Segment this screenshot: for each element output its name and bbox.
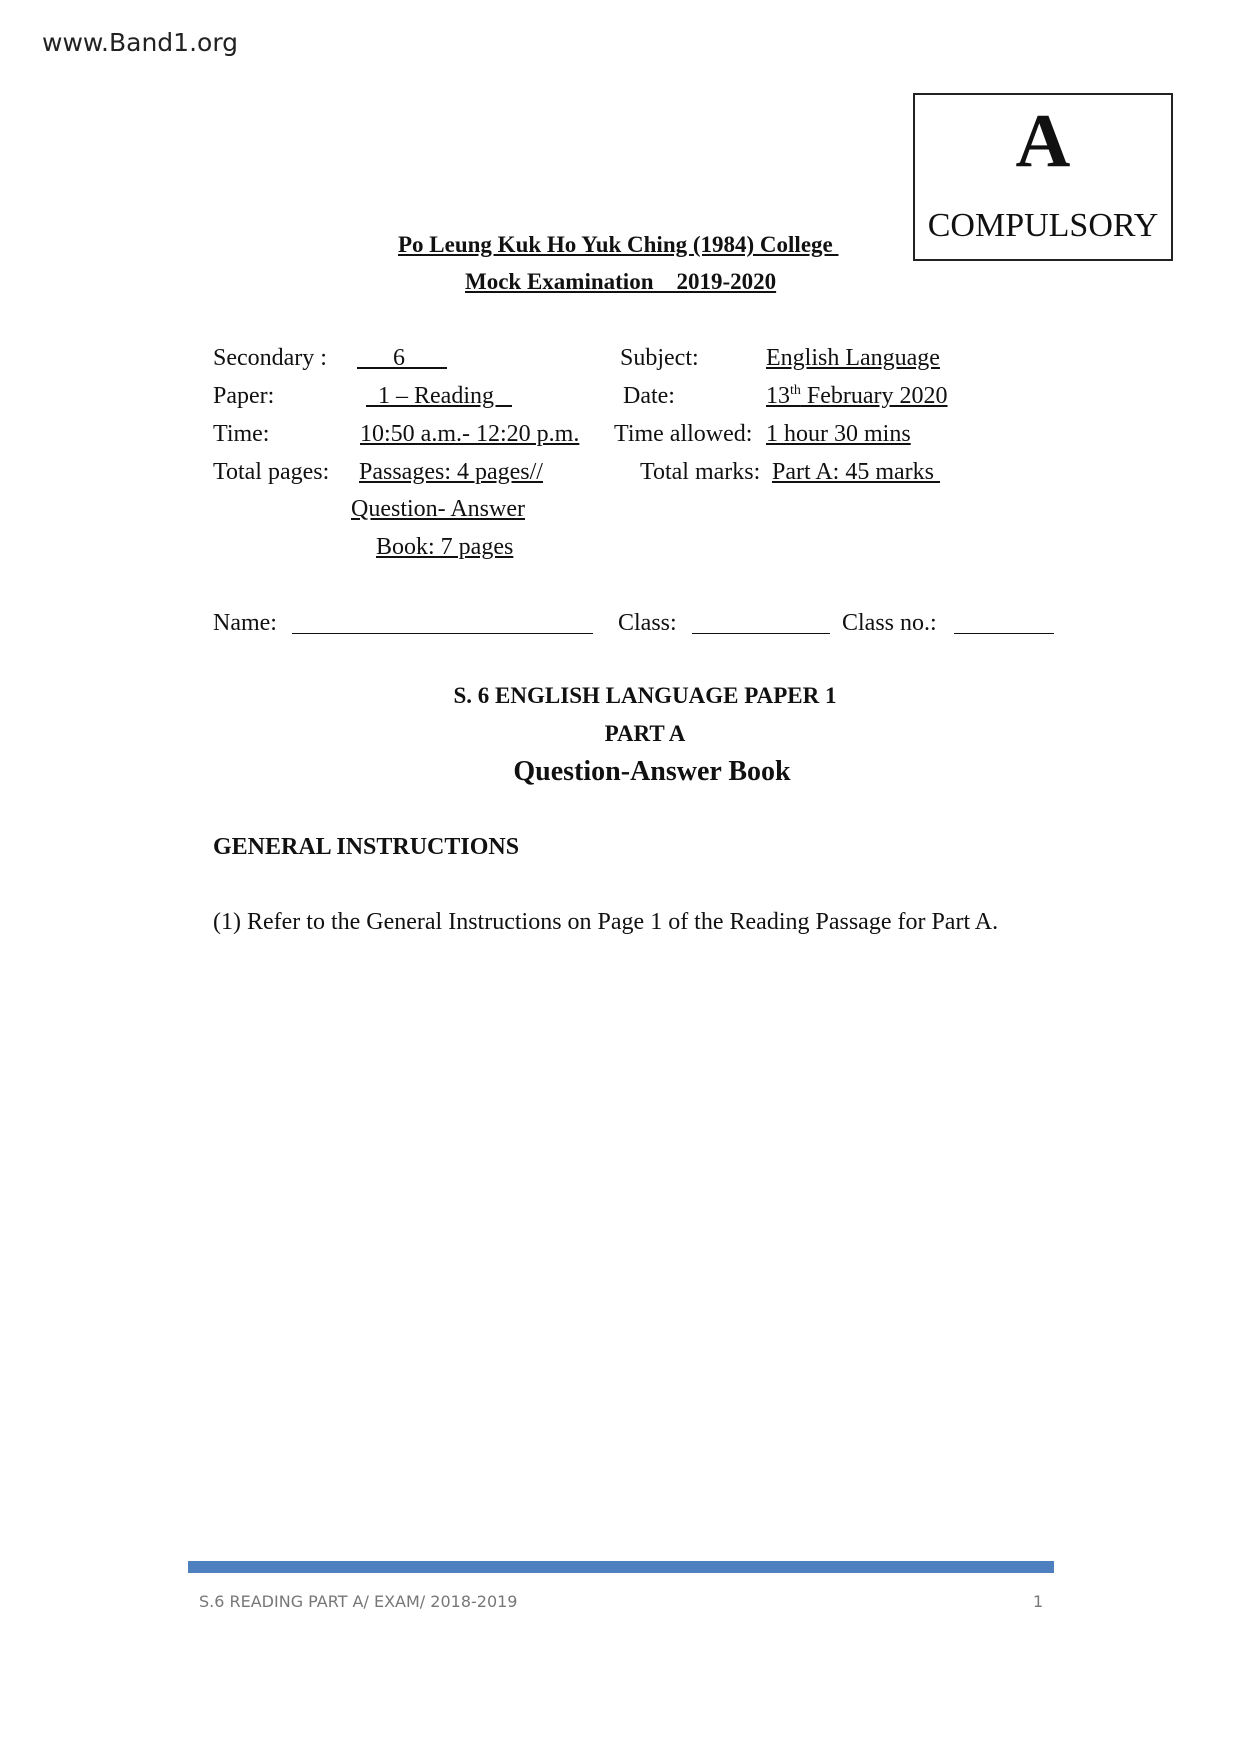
time-label: Time: bbox=[213, 421, 270, 447]
secondary-label: Secondary : bbox=[213, 345, 327, 371]
paper-value: 1 – Reading bbox=[366, 383, 512, 409]
paper-title: S. 6 ENGLISH LANGUAGE PAPER 1 bbox=[453, 683, 837, 708]
book-title: Question-Answer Book bbox=[513, 756, 791, 787]
name-label: Name: bbox=[213, 610, 277, 636]
part-label-box bbox=[913, 93, 1173, 261]
site-watermark: www.Band1.org bbox=[42, 28, 239, 57]
school-name: Po Leung Kuk Ho Yuk Ching (1984) College bbox=[398, 232, 839, 257]
total-pages-value-line2: Question- Answer bbox=[351, 496, 525, 522]
subject-label: Subject: bbox=[620, 345, 699, 371]
part-title: PART A bbox=[604, 721, 686, 746]
part-compulsory-label: COMPULSORY bbox=[927, 207, 1159, 244]
part-letter: A bbox=[1015, 99, 1071, 183]
time-value: 10:50 a.m.- 12:20 p.m. bbox=[360, 421, 580, 447]
time-allowed-value: 1 hour 30 mins bbox=[766, 421, 911, 447]
page-number: 1 bbox=[1033, 1592, 1044, 1611]
class-no-field[interactable] bbox=[954, 633, 1054, 634]
total-pages-value-line1: Passages: 4 pages// bbox=[359, 459, 543, 485]
total-pages-value-line3: Book: 7 pages bbox=[376, 534, 514, 560]
name-field[interactable] bbox=[292, 633, 593, 634]
footer-text: S.6 READING PART A/ EXAM/ 2018-2019 bbox=[199, 1592, 518, 1611]
date-day: 13 bbox=[766, 383, 790, 409]
class-field[interactable] bbox=[692, 633, 830, 634]
total-marks-label: Total marks: bbox=[640, 459, 761, 485]
time-allowed-label: Time allowed: bbox=[614, 421, 753, 447]
exam-title: Mock Examination 2019-2020 bbox=[465, 269, 777, 294]
paper-label: Paper: bbox=[213, 383, 275, 409]
footer-bar bbox=[188, 1561, 1054, 1573]
instructions-heading: GENERAL INSTRUCTIONS bbox=[213, 834, 520, 860]
date-ordinal-suffix: th bbox=[790, 383, 801, 398]
instruction-item-1: (1) Refer to the General Instructions on Page 1 of the Reading Passage for Part A. bbox=[213, 909, 999, 935]
total-pages-label: Total pages: bbox=[213, 459, 330, 485]
date-month-year: February 2020 bbox=[800, 383, 948, 409]
total-marks-value: Part A: 45 marks bbox=[772, 459, 940, 485]
secondary-value: 6 bbox=[357, 345, 447, 371]
subject-value: English Language bbox=[766, 345, 940, 371]
date-label: Date: bbox=[623, 383, 675, 409]
date-value bbox=[766, 384, 948, 408]
class-no-label: Class no.: bbox=[842, 610, 937, 636]
class-label: Class: bbox=[618, 610, 677, 636]
